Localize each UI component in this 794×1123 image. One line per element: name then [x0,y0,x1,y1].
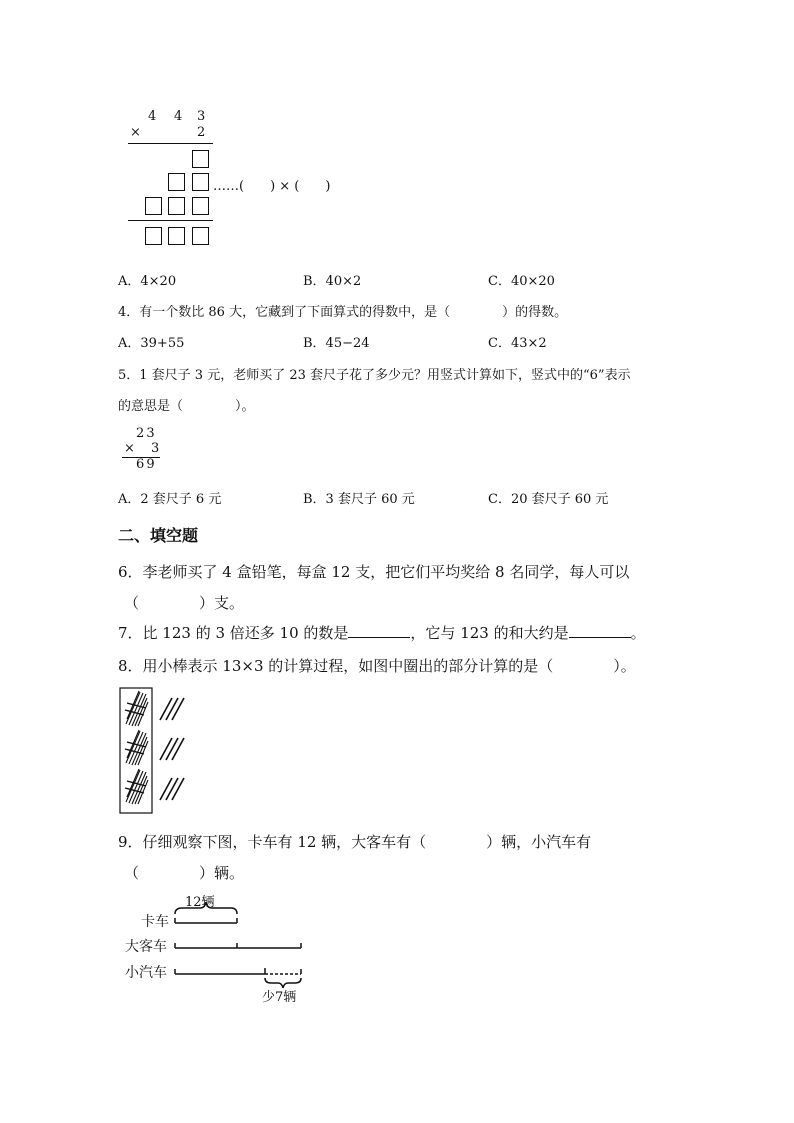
q5-question-line2: 的意思是（ ）。 [118,399,255,414]
sticks-figure [118,686,198,816]
q3-option-b[interactable]: B．40×2 [303,274,362,289]
q7-question [118,622,646,643]
section-title: 二、填空题 [118,526,199,545]
less-count-label: 少7辆 [262,990,297,1005]
q3-option-a[interactable]: A．4×20 [118,274,177,289]
stick-bundle-icon [125,769,148,804]
single-sticks-icon [160,778,184,800]
q5-option-b[interactable]: B．3 套尺子 60 元 [303,492,415,507]
row-label-truck: 卡车 [141,914,169,930]
answer-box[interactable] [192,197,209,215]
answer-box[interactable] [168,173,185,191]
q3-dots-text: ……( ) × ( ) [213,179,331,194]
q9-question-line1: 9．仔细观察下图，卡车有 12 辆，大客车有（ ）辆，小汽车有 [118,833,592,851]
q9-question-line2: （ ）辆。 [124,864,245,882]
q3-line [128,220,213,221]
q4-option-a[interactable]: A．39+55 [118,336,185,351]
segment-lines [170,890,310,1000]
stick-bundle-icon [125,691,148,726]
q4-question: 4．有一个数比 86 大，它藏到了下面算式的得数中，是（ ）的得数。 [118,305,568,320]
q3-line [128,143,213,144]
row-label-car: 小汽车 [125,965,167,981]
q3-multiplier: 2 [197,125,206,140]
q8-question: 8．用小棒表示 13×3 的计算过程，如图中圈出的部分计算的是（ ）。 [118,657,636,675]
q7-text-part3: 。 [630,624,646,642]
q3-top-digit: 4 [148,109,157,124]
q4-option-b[interactable]: B．45−24 [303,336,370,351]
answer-box[interactable] [145,197,162,215]
q5-result: 6 9 [136,457,154,472]
truck-count-label: 12辆 [185,895,215,910]
q7-answer-blank-2[interactable] [569,624,631,638]
single-sticks-icon [160,738,184,760]
answer-box[interactable] [192,173,209,191]
q5-option-a[interactable]: A．2 套尺子 6 元 [118,492,222,507]
single-sticks-icon [160,698,184,720]
answer-box[interactable] [168,197,185,215]
q5-times-sign: × [124,441,135,456]
q7-text-part2: ，它与 123 的和大约是 [410,624,569,642]
top-brace [175,902,237,914]
answer-box[interactable] [192,227,209,245]
bottom-brace [265,978,301,988]
q7-answer-blank-1[interactable] [348,624,410,638]
q6-question-line2: （ ）支。 [124,594,245,612]
q4-option-c[interactable]: C．43×2 [488,336,547,351]
q5-question-line1: 5．1 套尺子 3 元，老师买了 23 套尺子花了多少元？用竖式计算如下，竖式中的“6”表示 [118,368,631,383]
q3-times-sign: × [130,125,141,140]
q5-option-c[interactable]: C．20 套尺子 60 元 [488,492,609,507]
answer-box[interactable] [145,227,162,245]
q5-multiplier: 3 [151,441,160,456]
row-label-bus: 大客车 [125,939,167,955]
answer-box[interactable] [168,227,185,245]
answer-box[interactable] [192,150,209,168]
q6-question-line1: 6．李老师买了 4 盒铅笔，每盒 12 支，把它们平均奖给 8 名同学，每人可以 [118,563,630,581]
q3-top-digit: 3 [197,109,206,124]
stick-bundle-icon [125,730,148,765]
q7-text-part1: 7．比 123 的 3 倍还多 10 的数是 [118,624,349,642]
q5-top-number: 2 3 [136,426,154,441]
q3-option-c[interactable]: C．40×20 [488,274,555,289]
q3-top-digit: 4 [174,109,183,124]
